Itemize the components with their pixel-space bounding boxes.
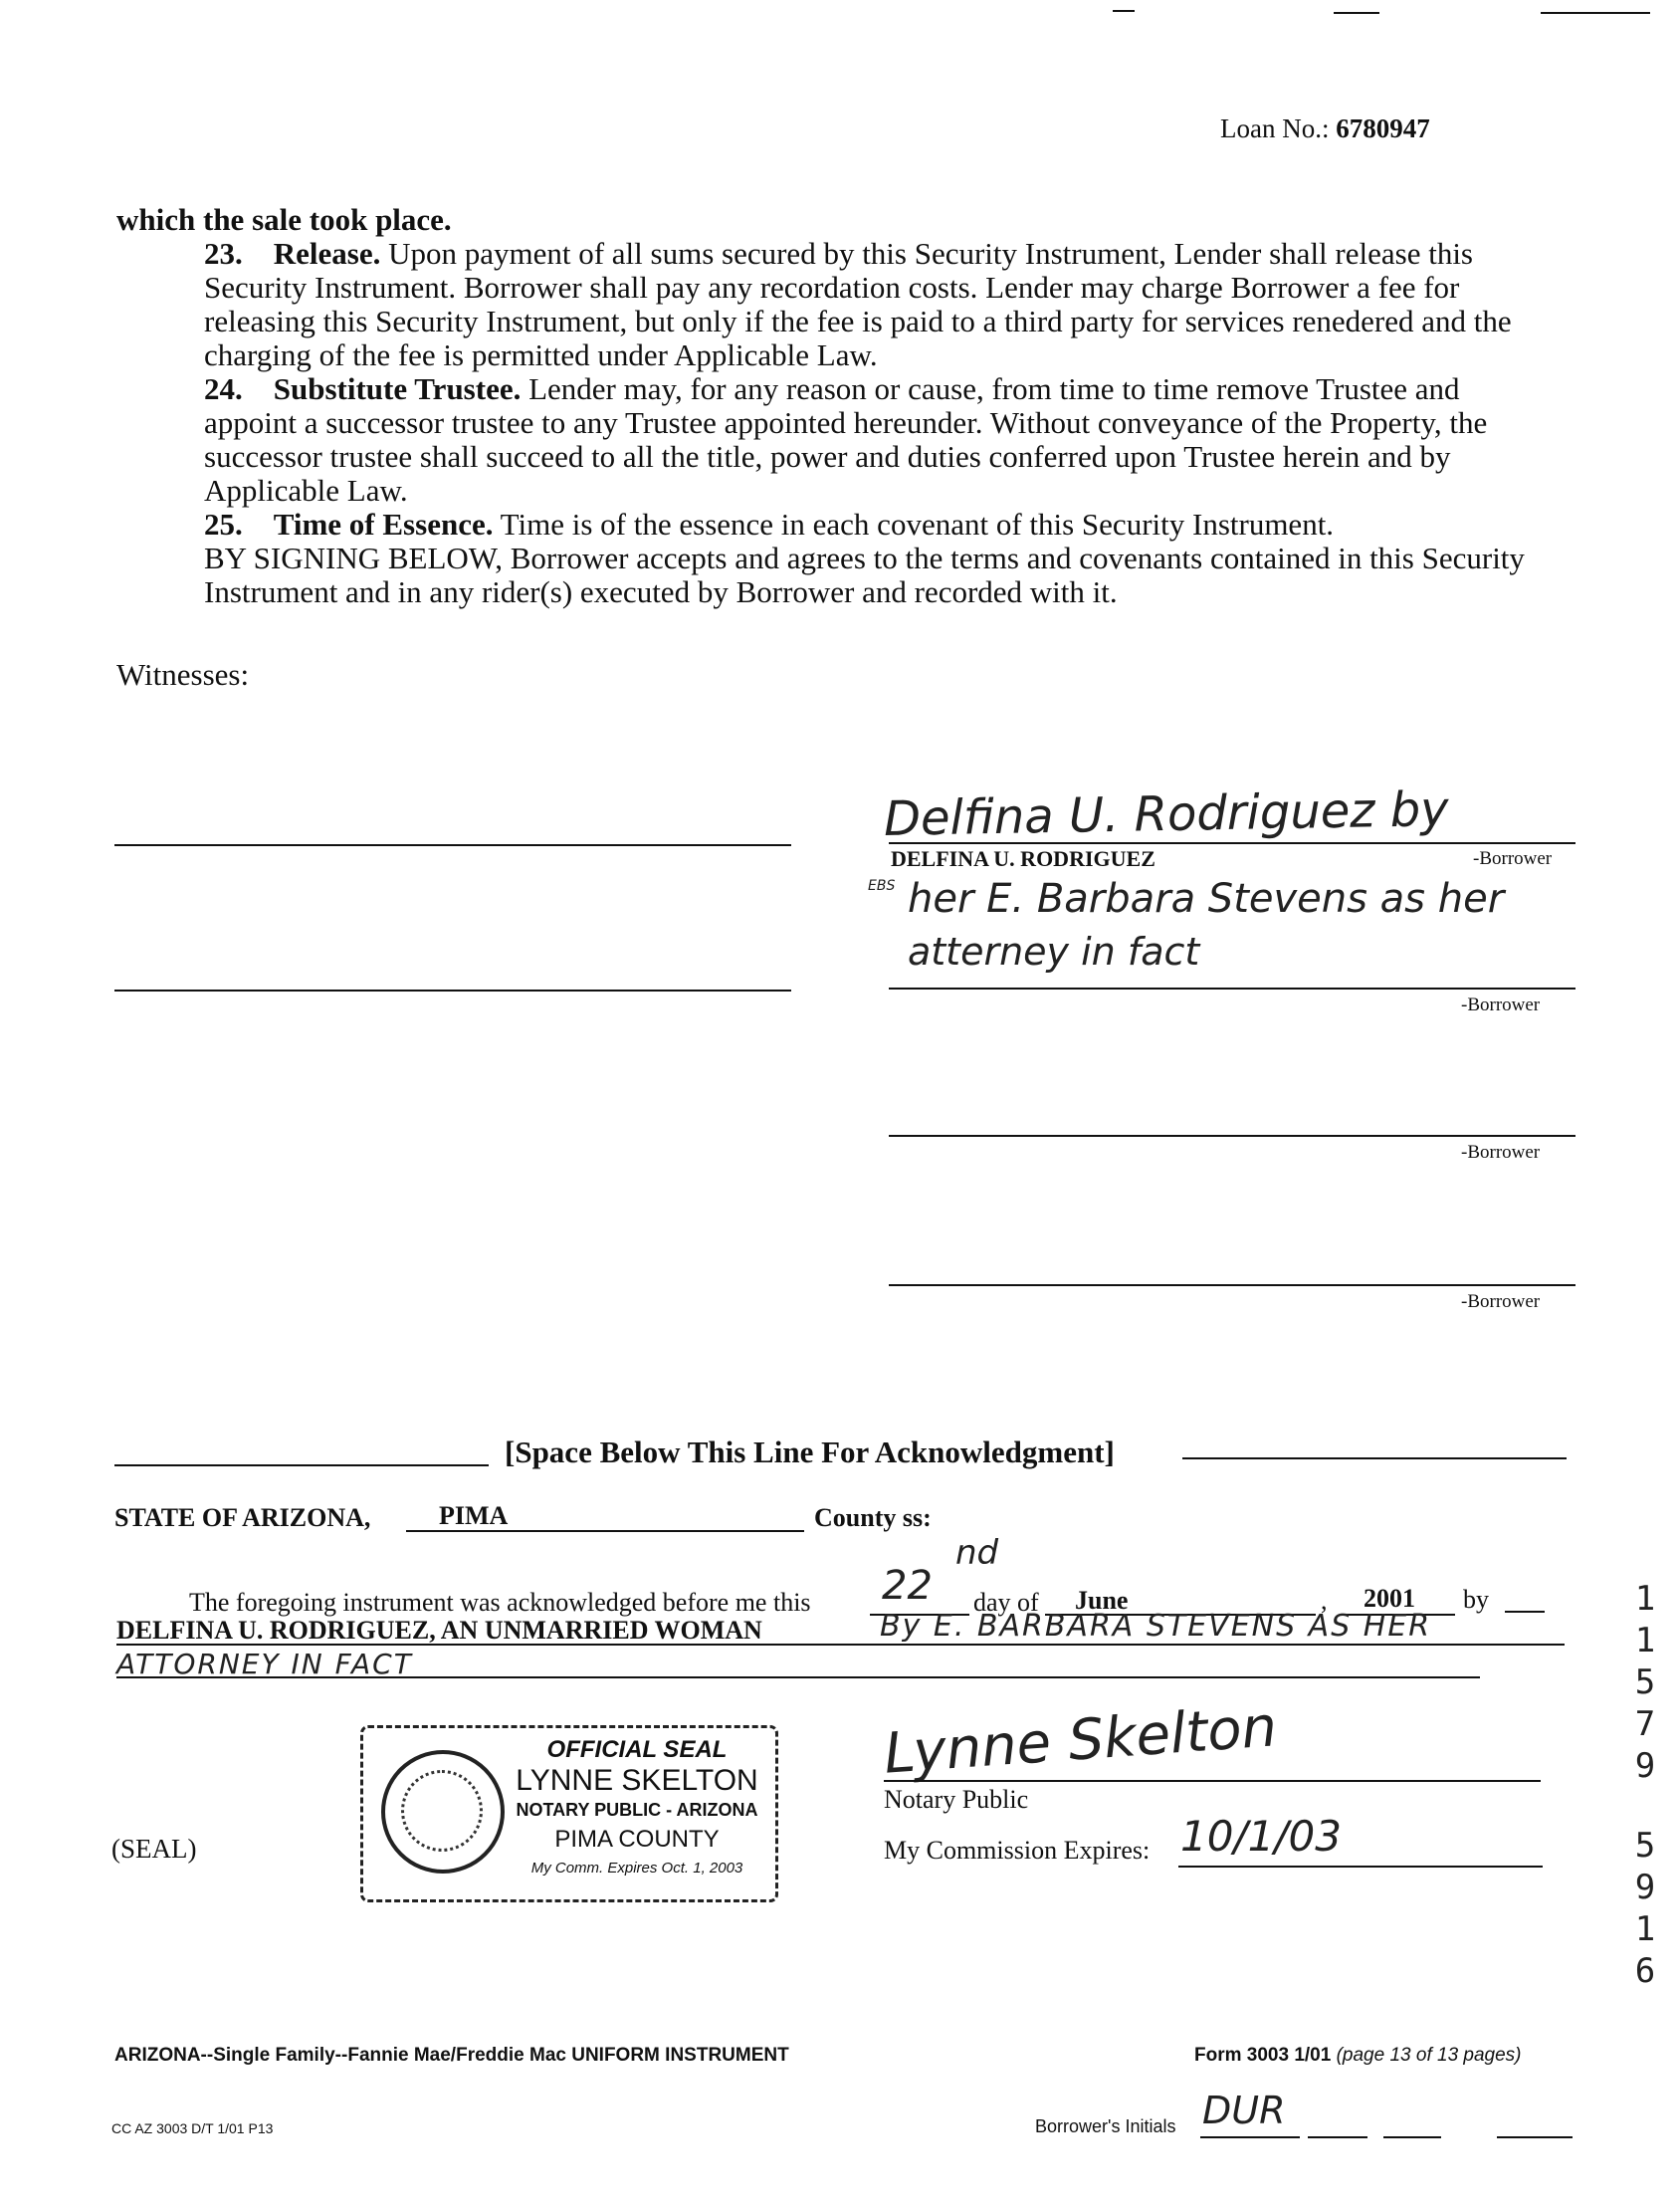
- initials-line-2: [1308, 2136, 1367, 2138]
- ack-rule-left: [114, 1464, 489, 1466]
- borrower-signature-line-2: [889, 988, 1575, 990]
- paragraph-continuation: which the sale took place.: [116, 202, 452, 237]
- witnesses-label: Witnesses:: [116, 657, 250, 692]
- commission-expires-label: My Commission Expires:: [884, 1836, 1151, 1865]
- notary-line: [884, 1780, 1541, 1782]
- ack-day-of: day of: [973, 1588, 1039, 1617]
- attorney-handwriting-2: atterney in fact: [908, 930, 1200, 974]
- initials-label: Borrower's Initials: [1035, 2116, 1176, 2136]
- stamp-line-4: PIMA COUNTY: [554, 1826, 720, 1853]
- ack-attorney-line: [116, 1676, 1480, 1678]
- commission-line: [1178, 1866, 1543, 1868]
- notary-title: Notary Public: [884, 1785, 1029, 1814]
- ack-intro: The foregoing instrument was acknowledged before me this: [189, 1588, 811, 1617]
- arizona-seal-icon: [381, 1750, 505, 1874]
- seal-label: (SEAL): [111, 1834, 197, 1864]
- scan-mark: [1334, 12, 1379, 14]
- witness-line-1: [114, 844, 791, 846]
- initials-line-1: [1200, 2136, 1300, 2138]
- initials-mark: EBS: [868, 878, 896, 894]
- notary-signature: Lynne Skelton: [882, 1694, 1280, 1787]
- section-23: 23. Release. Upon payment of all sums secured by this Security Instrument, Lender shall release this Security Instrument. Borrower shall pay any recordation costs. Lender may charge Borrower a fee for releasing this Security Instrument, but only if the fee is paid to a third party for services renedered and the charging of the fee is permitted under Applicable Law.: [204, 236, 1512, 372]
- ack-by: by: [1463, 1585, 1489, 1614]
- borrower-label-3: -Borrower: [1461, 1142, 1541, 1163]
- ack-name: DELFINA U. RODRIGUEZ, AN UNMARRIED WOMAN: [116, 1616, 762, 1645]
- county-name: PIMA: [439, 1501, 509, 1530]
- borrower-signature: Delfina U. Rodriguez by: [883, 781, 1450, 847]
- borrower-label-1: -Borrower: [1473, 848, 1553, 869]
- margin-recording-number: 1 1 5 7 9 5 9 1 6: [1634, 1579, 1656, 1991]
- stamp-line-3: NOTARY PUBLIC - ARIZONA: [516, 1800, 758, 1820]
- ack-rule-right: [1182, 1457, 1567, 1459]
- borrower-initials: DUR: [1202, 2089, 1286, 2132]
- borrower-signature-line-3: [889, 1135, 1575, 1137]
- ack-day-suffix: nd: [955, 1533, 999, 1573]
- state-label: STATE OF ARIZONA,: [114, 1503, 371, 1532]
- footer-form-title: ARIZONA--Single Family--Fannie Mae/Freddie Mac UNIFORM INSTRUMENT: [114, 2045, 789, 2066]
- by-line: [1505, 1611, 1545, 1613]
- stamp-line-5: My Comm. Expires Oct. 1, 2003: [530, 1860, 743, 1877]
- borrower-label-2: -Borrower: [1461, 994, 1541, 1015]
- ack-name-line: [116, 1644, 1565, 1646]
- stamp-line-2: LYNNE SKELTON: [516, 1764, 758, 1797]
- ack-by-handwriting: By E. BARBARA STEVENS AS HER: [880, 1609, 1432, 1644]
- section-24: 24. Substitute Trustee. Lender may, for any reason or cause, from time to time remove Trustee and appoint a successor trustee to any Trustee appointed hereunder. Without conveyance of the Property, the successor trustee shall succeed to all the title, power and duties conferred upon Trustee herein and by Applicable Law.: [204, 371, 1488, 508]
- stamp-line-1: OFFICIAL SEAL: [546, 1736, 728, 1763]
- notary-stamp: [360, 1725, 778, 1902]
- borrower-signature-line-1: [889, 842, 1575, 844]
- commission-expires-date: 10/1/03: [1180, 1812, 1342, 1861]
- scan-mark: [1113, 10, 1135, 12]
- borrower-signature-line-4: [889, 1284, 1575, 1286]
- scan-mark: [1541, 12, 1650, 14]
- county-line: [406, 1530, 804, 1532]
- borrower-label-4: -Borrower: [1461, 1291, 1541, 1312]
- ack-year: 2001: [1364, 1584, 1415, 1613]
- comma: ,: [1321, 1586, 1328, 1615]
- ack-month: June: [1075, 1586, 1129, 1615]
- acknowledgment-heading: [Space Below This Line For Acknowledgment]: [505, 1435, 1115, 1469]
- initials-line-4: [1497, 2136, 1573, 2138]
- attorney-handwriting-1: her E. Barbara Stevens as her: [908, 876, 1505, 922]
- section-25: 25. Time of Essence. Time is of the essence in each covenant of this Security Instrument.: [204, 507, 1335, 542]
- initials-line-3: [1383, 2136, 1441, 2138]
- signing-statement: BY SIGNING BELOW, Borrower accepts and agrees to the terms and covenants contained in this Security Instrument and in any rider(s) executed by Borrower and recorded with it.: [204, 541, 1525, 609]
- covenant-text: [116, 203, 1530, 609]
- ack-day: 22: [882, 1563, 933, 1609]
- footer-form-number: Form 3003 1/01 (page 13 of 13 pages): [1194, 2045, 1522, 2066]
- borrower-printed-name: DELFINA U. RODRIGUEZ: [891, 846, 1155, 871]
- county-ss-label: County ss:: [814, 1503, 932, 1532]
- loan-number-label: Loan No.: 6780947: [1220, 113, 1430, 143]
- ack-attorney-handwriting: ATTORNEY IN FACT: [116, 1648, 413, 1680]
- footer-code: CC AZ 3003 D/T 1/01 P13: [111, 2120, 274, 2136]
- witness-line-2: [114, 990, 791, 992]
